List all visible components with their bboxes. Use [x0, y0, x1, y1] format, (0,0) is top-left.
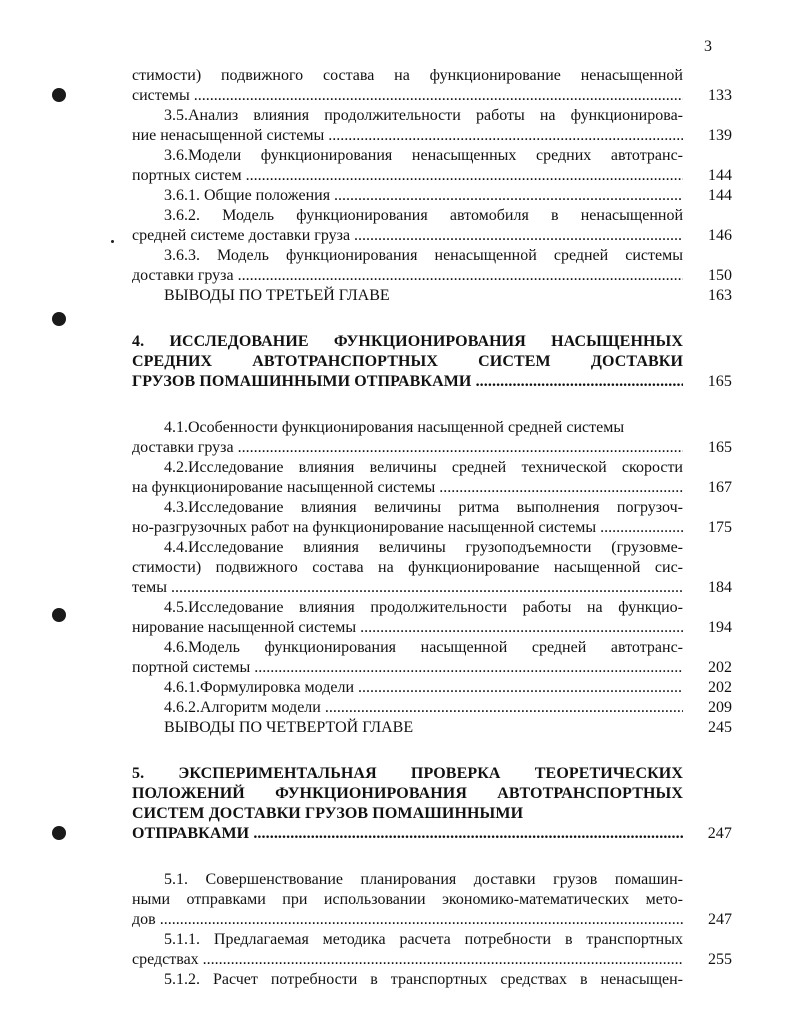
punch-hole-mark: [52, 608, 66, 622]
toc-page-number: 144: [708, 167, 732, 184]
toc-page-number: 144: [708, 187, 732, 204]
toc-line: 4.2.Исследование влияния величины средней технической скорости: [164, 459, 683, 476]
toc-chapter-5[interactable]: [132, 764, 732, 844]
toc-entry-4-5[interactable]: [132, 598, 732, 638]
toc-line: портных систем .....: [132, 166, 683, 186]
toc-page-number: 245: [708, 719, 732, 736]
toc-line: 5.1.1. Предлагаемая методика расчета потребности в транспортных: [164, 931, 683, 948]
toc-line: на функционирование насыщенной системы .....: [132, 478, 683, 498]
toc-line: 5. ЭКСПЕРИМЕНТАЛЬНАЯ ПРОВЕРКА ТЕОРЕТИЧЕСКИХ: [132, 765, 683, 782]
toc-page-number: 146: [708, 227, 732, 244]
toc-page-number: 175: [708, 519, 732, 536]
toc-line: СИСТЕМ ДОСТАВКИ ГРУЗОВ ПОМАШИННЫМИ: [132, 805, 524, 822]
toc-line: нирование насыщенной системы .....: [132, 618, 683, 638]
toc-line: стимости) подвижного состава на функционирование ненасыщенной: [132, 67, 683, 84]
toc-page-number: 184: [708, 579, 732, 596]
toc-entry-5-1[interactable]: [132, 870, 732, 930]
toc-entry-4-3[interactable]: [132, 498, 732, 538]
toc-line: 4.6.Модель функционирования насыщенной средней автотранс-: [164, 639, 683, 656]
toc-page-number: 139: [708, 127, 732, 144]
toc-line: ГРУЗОВ ПОМАШИННЫМИ ОТПРАВКАМИ .....: [132, 372, 683, 392]
toc-page-number: 247: [707, 825, 732, 842]
toc-entry-3-6-3[interactable]: [132, 246, 732, 286]
scan-speck: [111, 240, 114, 243]
toc-line: ПОЛОЖЕНИЙ ФУНКЦИОНИРОВАНИЯ АВТОТРАНСПОРТНЫХ: [132, 785, 683, 802]
toc-line: 4.6.2.Алгоритм модели .....: [132, 698, 683, 718]
toc-page-number: 165: [707, 373, 732, 390]
toc-entry-3-6-1[interactable]: [132, 186, 732, 206]
toc-line: доставки груза .....: [132, 266, 683, 286]
toc-entry-conclusions-3[interactable]: [132, 286, 732, 306]
toc-line: 4.1.Особенности функционирования насыщенной средней системы: [164, 419, 625, 436]
toc-line: стимости) подвижного состава на функционирование насыщенной сис-: [132, 559, 683, 576]
toc-line: 3.6.Модели функционирования ненасыщенных средних автотранс-: [164, 147, 683, 164]
toc-line: 3.6.2. Модель функционирования автомобиля в ненасыщенной: [164, 207, 683, 224]
toc-entry-3-5[interactable]: [132, 106, 732, 146]
toc-page-number: 133: [708, 87, 732, 104]
toc-line: 5.1. Совершенствование планирования доставки грузов помашин-: [164, 871, 683, 888]
toc-line: 4.6.1.Формулировка модели .....: [132, 678, 683, 698]
toc-page-number: 167: [708, 479, 732, 496]
toc-page-number: 194: [708, 619, 732, 636]
toc-entry-4-6-2[interactable]: [132, 698, 732, 718]
toc-line: 4.4.Исследование влияния величины грузоподъемности (грузовме-: [164, 539, 683, 556]
toc-page-number: 165: [708, 439, 732, 456]
page-number: 3: [704, 38, 712, 55]
toc-line: 4.5.Исследование влияния продолжительности работы на функцио-: [164, 599, 683, 616]
toc-line: ными отправками при использовании экономико-математических мето-: [132, 891, 683, 908]
toc-line: ВЫВОДЫ ПО ТРЕТЬЕЙ ГЛАВЕ: [164, 287, 390, 304]
toc-line: ние ненасыщенной системы .....: [132, 126, 683, 146]
toc-line: доставки груза .....: [132, 438, 683, 458]
toc-line: 3.5.Анализ влияния продолжительности работы на функционирова-: [164, 107, 683, 124]
toc-line: портной системы .....: [132, 658, 683, 678]
toc-line: СРЕДНИХ АВТОТРАНСПОРТНЫХ СИСТЕМ ДОСТАВКИ: [132, 353, 683, 370]
toc-line: 3.6.1. Общие положения .....: [132, 186, 683, 206]
toc-page-number: 202: [708, 679, 732, 696]
toc-entry-4-2[interactable]: [132, 458, 732, 498]
toc-page-number: 255: [708, 951, 732, 968]
toc-line: 5.1.2. Расчет потребности в транспортных средствах в ненасыщен-: [164, 971, 683, 988]
toc-line: средней системе доставки груза .....: [132, 226, 683, 246]
toc-line: но-разгрузочных работ на функционирование насыщенной системы .....: [132, 518, 683, 538]
toc-page-number: 163: [708, 287, 732, 304]
toc-entry-5-1-2[interactable]: [132, 970, 732, 990]
toc-entry-4-1[interactable]: [132, 418, 732, 458]
table-of-contents: [132, 66, 732, 990]
punch-hole-mark: [52, 826, 66, 840]
toc-line: средствах .....: [132, 950, 683, 970]
toc-page-number: 209: [708, 699, 732, 716]
toc-entry-3-4-cont: [132, 66, 732, 106]
punch-hole-mark: [52, 312, 66, 326]
toc-entry-3-6-2[interactable]: [132, 206, 732, 246]
toc-line: 3.6.3. Модель функционирования ненасыщенной средней системы: [164, 247, 683, 264]
toc-entry-3-6[interactable]: [132, 146, 732, 186]
toc-chapter-4[interactable]: [132, 332, 732, 392]
toc-page-number: 202: [708, 659, 732, 676]
toc-line: дов .....: [132, 910, 683, 930]
toc-entry-conclusions-4[interactable]: [132, 718, 732, 738]
toc-page-number: 247: [708, 911, 732, 928]
toc-line: системы .....: [132, 86, 683, 106]
toc-line: 4.3.Исследование влияния величины ритма выполнения погрузоч-: [164, 499, 683, 516]
toc-page-number: 150: [708, 267, 732, 284]
punch-hole-mark: [52, 88, 66, 102]
toc-entry-5-1-1[interactable]: [132, 930, 732, 970]
toc-line: ВЫВОДЫ ПО ЧЕТВЕРТОЙ ГЛАВЕ: [164, 719, 414, 736]
toc-line: ОТПРАВКАМИ .....: [132, 824, 683, 844]
toc-entry-4-6[interactable]: [132, 638, 732, 678]
toc-line: темы .....: [132, 578, 683, 598]
toc-entry-4-6-1[interactable]: [132, 678, 732, 698]
toc-entry-4-4[interactable]: [132, 538, 732, 598]
toc-line: 4. ИССЛЕДОВАНИЕ ФУНКЦИОНИРОВАНИЯ НАСЫЩЕННЫХ: [132, 333, 683, 350]
